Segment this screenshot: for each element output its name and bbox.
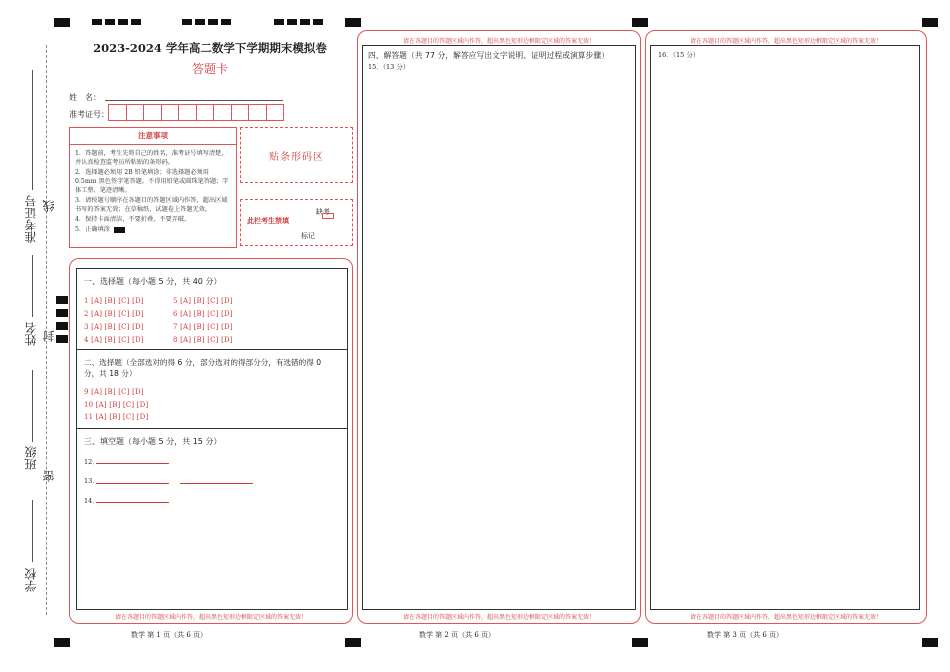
corner-mark-bottom-right xyxy=(922,638,938,647)
section3-title: 三、填空题（每小题 5 分，共 15 分） xyxy=(84,437,222,446)
warning-text-page3-bottom: 请在各题目的答题区域内作答，超出黑色矩形边框限定区域的答案无效！ xyxy=(689,614,882,621)
answer-sheet-subtitle: 答题卡 xyxy=(191,62,228,76)
corner-mark-top xyxy=(632,18,648,27)
timing-mark xyxy=(182,19,192,25)
question-13-answer-line-1[interactable] xyxy=(96,483,169,484)
section2-title-line2: 分，共 18 分） xyxy=(84,369,137,378)
name-label: 姓 名： xyxy=(69,93,101,102)
timing-mark xyxy=(287,19,297,25)
choice-row[interactable]: 9 [A] [B] [C] [D] xyxy=(84,388,144,396)
timing-mark xyxy=(208,19,218,25)
side-mark xyxy=(56,322,68,330)
margin-label-exam-id: 准考证号 xyxy=(24,195,38,243)
barcode-area: 贴条形码区 xyxy=(240,127,353,183)
side-mark xyxy=(56,335,68,343)
section-divider xyxy=(76,428,348,429)
side-mark xyxy=(56,296,68,304)
corner-mark-top-right xyxy=(922,18,938,27)
section4-title: 四、解答题（共 77 分，解答应写出文字说明、证明过程或演算步骤） xyxy=(368,51,609,60)
footer-page2: 数学 第 2 页（共 6 页） xyxy=(418,631,496,639)
absent-label-mark: 标记 xyxy=(301,232,315,240)
margin-class-line xyxy=(32,370,33,442)
question-14-label: 14． xyxy=(84,497,99,505)
notice-item: 2．选择题必须用 2B 铅笔填涂；非选择题必须用 0.5mm 黑色签字笔答题，不得用铅笔或圆珠笔答题；字体工整、笔迹清晰。 xyxy=(75,169,229,194)
notice-item: 4．保持卡面清洁，不要折叠、不要弄破。 xyxy=(75,216,191,223)
warning-text-page1: 请在各题目的答题区域内作答，超出黑色矩形边框限定区域的答案无效！ xyxy=(114,614,307,621)
timing-mark xyxy=(118,19,128,25)
timing-mark xyxy=(131,19,141,25)
absent-mark-box xyxy=(240,199,353,246)
margin-exam-id-line xyxy=(32,70,33,190)
choice-row[interactable]: 4 [A] [B] [C] [D] xyxy=(84,336,144,344)
corner-mark-top-left xyxy=(54,18,70,27)
timing-mark xyxy=(300,19,310,25)
timing-mark xyxy=(313,19,323,25)
absent-label: 缺考 xyxy=(316,208,330,216)
question-15-label: 15．（13 分） xyxy=(368,63,410,71)
timing-mark xyxy=(221,19,231,25)
absent-warning: 此栏考生禁填 xyxy=(247,217,289,225)
exam-id-label: 准考证号： xyxy=(69,110,109,119)
choice-row[interactable]: 2 [A] [B] [C] [D] xyxy=(84,310,144,318)
name-field[interactable] xyxy=(105,100,283,101)
filled-example-mark xyxy=(114,227,125,233)
notice-box xyxy=(69,127,237,248)
footer-page1: 数学 第 1 页（共 6 页） xyxy=(130,631,208,639)
question-16-label: 16．（15 分） xyxy=(658,51,700,59)
margin-name-line xyxy=(32,255,33,317)
choice-row[interactable]: 5 [A] [B] [C] [D] xyxy=(173,297,233,305)
question-12-label: 12． xyxy=(84,458,99,466)
section1-title: 一、选择题（每小题 5 分，共 40 分） xyxy=(84,277,222,286)
timing-mark xyxy=(274,19,284,25)
side-mark xyxy=(56,309,68,317)
warning-text-page3-top: 请在各题目的答题区域内作答，超出黑色矩形边框限定区域的答案无效！ xyxy=(689,38,882,45)
notice-item: 5．正确填涂 xyxy=(75,226,110,233)
question-13-answer-line-2[interactable] xyxy=(180,483,253,484)
section-divider xyxy=(76,349,348,350)
timing-mark xyxy=(195,19,205,25)
choice-row[interactable]: 10 [A] [B] [C] [D] xyxy=(84,401,149,409)
margin-label-line: 线 xyxy=(42,200,56,212)
choice-row[interactable]: 11 [A] [B] [C] [D] xyxy=(84,413,149,421)
corner-mark-top xyxy=(345,18,361,27)
choice-row[interactable]: 1 [A] [B] [C] [D] xyxy=(84,297,144,305)
margin-label-name: 姓名 xyxy=(24,322,38,346)
margin-label-seal: 封 xyxy=(42,330,56,342)
choice-row[interactable]: 6 [A] [B] [C] [D] xyxy=(173,310,233,318)
choice-row[interactable]: 3 [A] [B] [C] [D] xyxy=(84,323,144,331)
question-14-answer-line[interactable] xyxy=(96,502,169,503)
margin-school-line xyxy=(32,500,33,562)
answer-area-page3[interactable] xyxy=(650,45,920,610)
corner-mark-bottom-left xyxy=(54,638,70,647)
warning-text-page2-bottom: 请在各题目的答题区域内作答，超出黑色矩形边框限定区域的答案无效！ xyxy=(402,614,595,621)
margin-label-secret: 密 xyxy=(42,470,56,482)
footer-page3: 数学 第 3 页（共 6 页） xyxy=(706,631,784,639)
answer-area-page2[interactable] xyxy=(362,45,636,610)
notice-item: 1．答题前，考生先将自己的姓名，准考证号填写清楚，并认真检查监考员所粘贴的条形码。 xyxy=(75,150,228,166)
notice-title: 注意事项 xyxy=(70,128,236,145)
margin-label-class: 班级 xyxy=(24,446,38,470)
exam-id-boxes[interactable] xyxy=(108,104,284,121)
timing-mark xyxy=(92,19,102,25)
notice-item: 3．请按题号顺序在各题目的答题区域内作答，超出区域书写的答案无效；在草稿纸、试题卷上答题无效。 xyxy=(75,197,228,213)
warning-text-page2-top: 请在各题目的答题区域内作答，超出黑色矩形边框限定区域的答案无效！ xyxy=(402,38,595,45)
choice-row[interactable]: 7 [A] [B] [C] [D] xyxy=(173,323,233,331)
timing-mark xyxy=(105,19,115,25)
absent-checkbox[interactable] xyxy=(322,213,334,219)
section2-title-line1: 二、选择题（全部选对的得 6 分，部分选对的得部分分，有选错的得 0 xyxy=(84,358,322,367)
question-13-label: 13． xyxy=(84,477,99,485)
choice-row[interactable]: 8 [A] [B] [C] [D] xyxy=(173,336,233,344)
question-12-answer-line[interactable] xyxy=(96,463,169,464)
page-title: 2023-2024 学年高二数学下学期期末模拟卷 xyxy=(93,41,327,55)
margin-label-school: 学校 xyxy=(24,568,38,592)
